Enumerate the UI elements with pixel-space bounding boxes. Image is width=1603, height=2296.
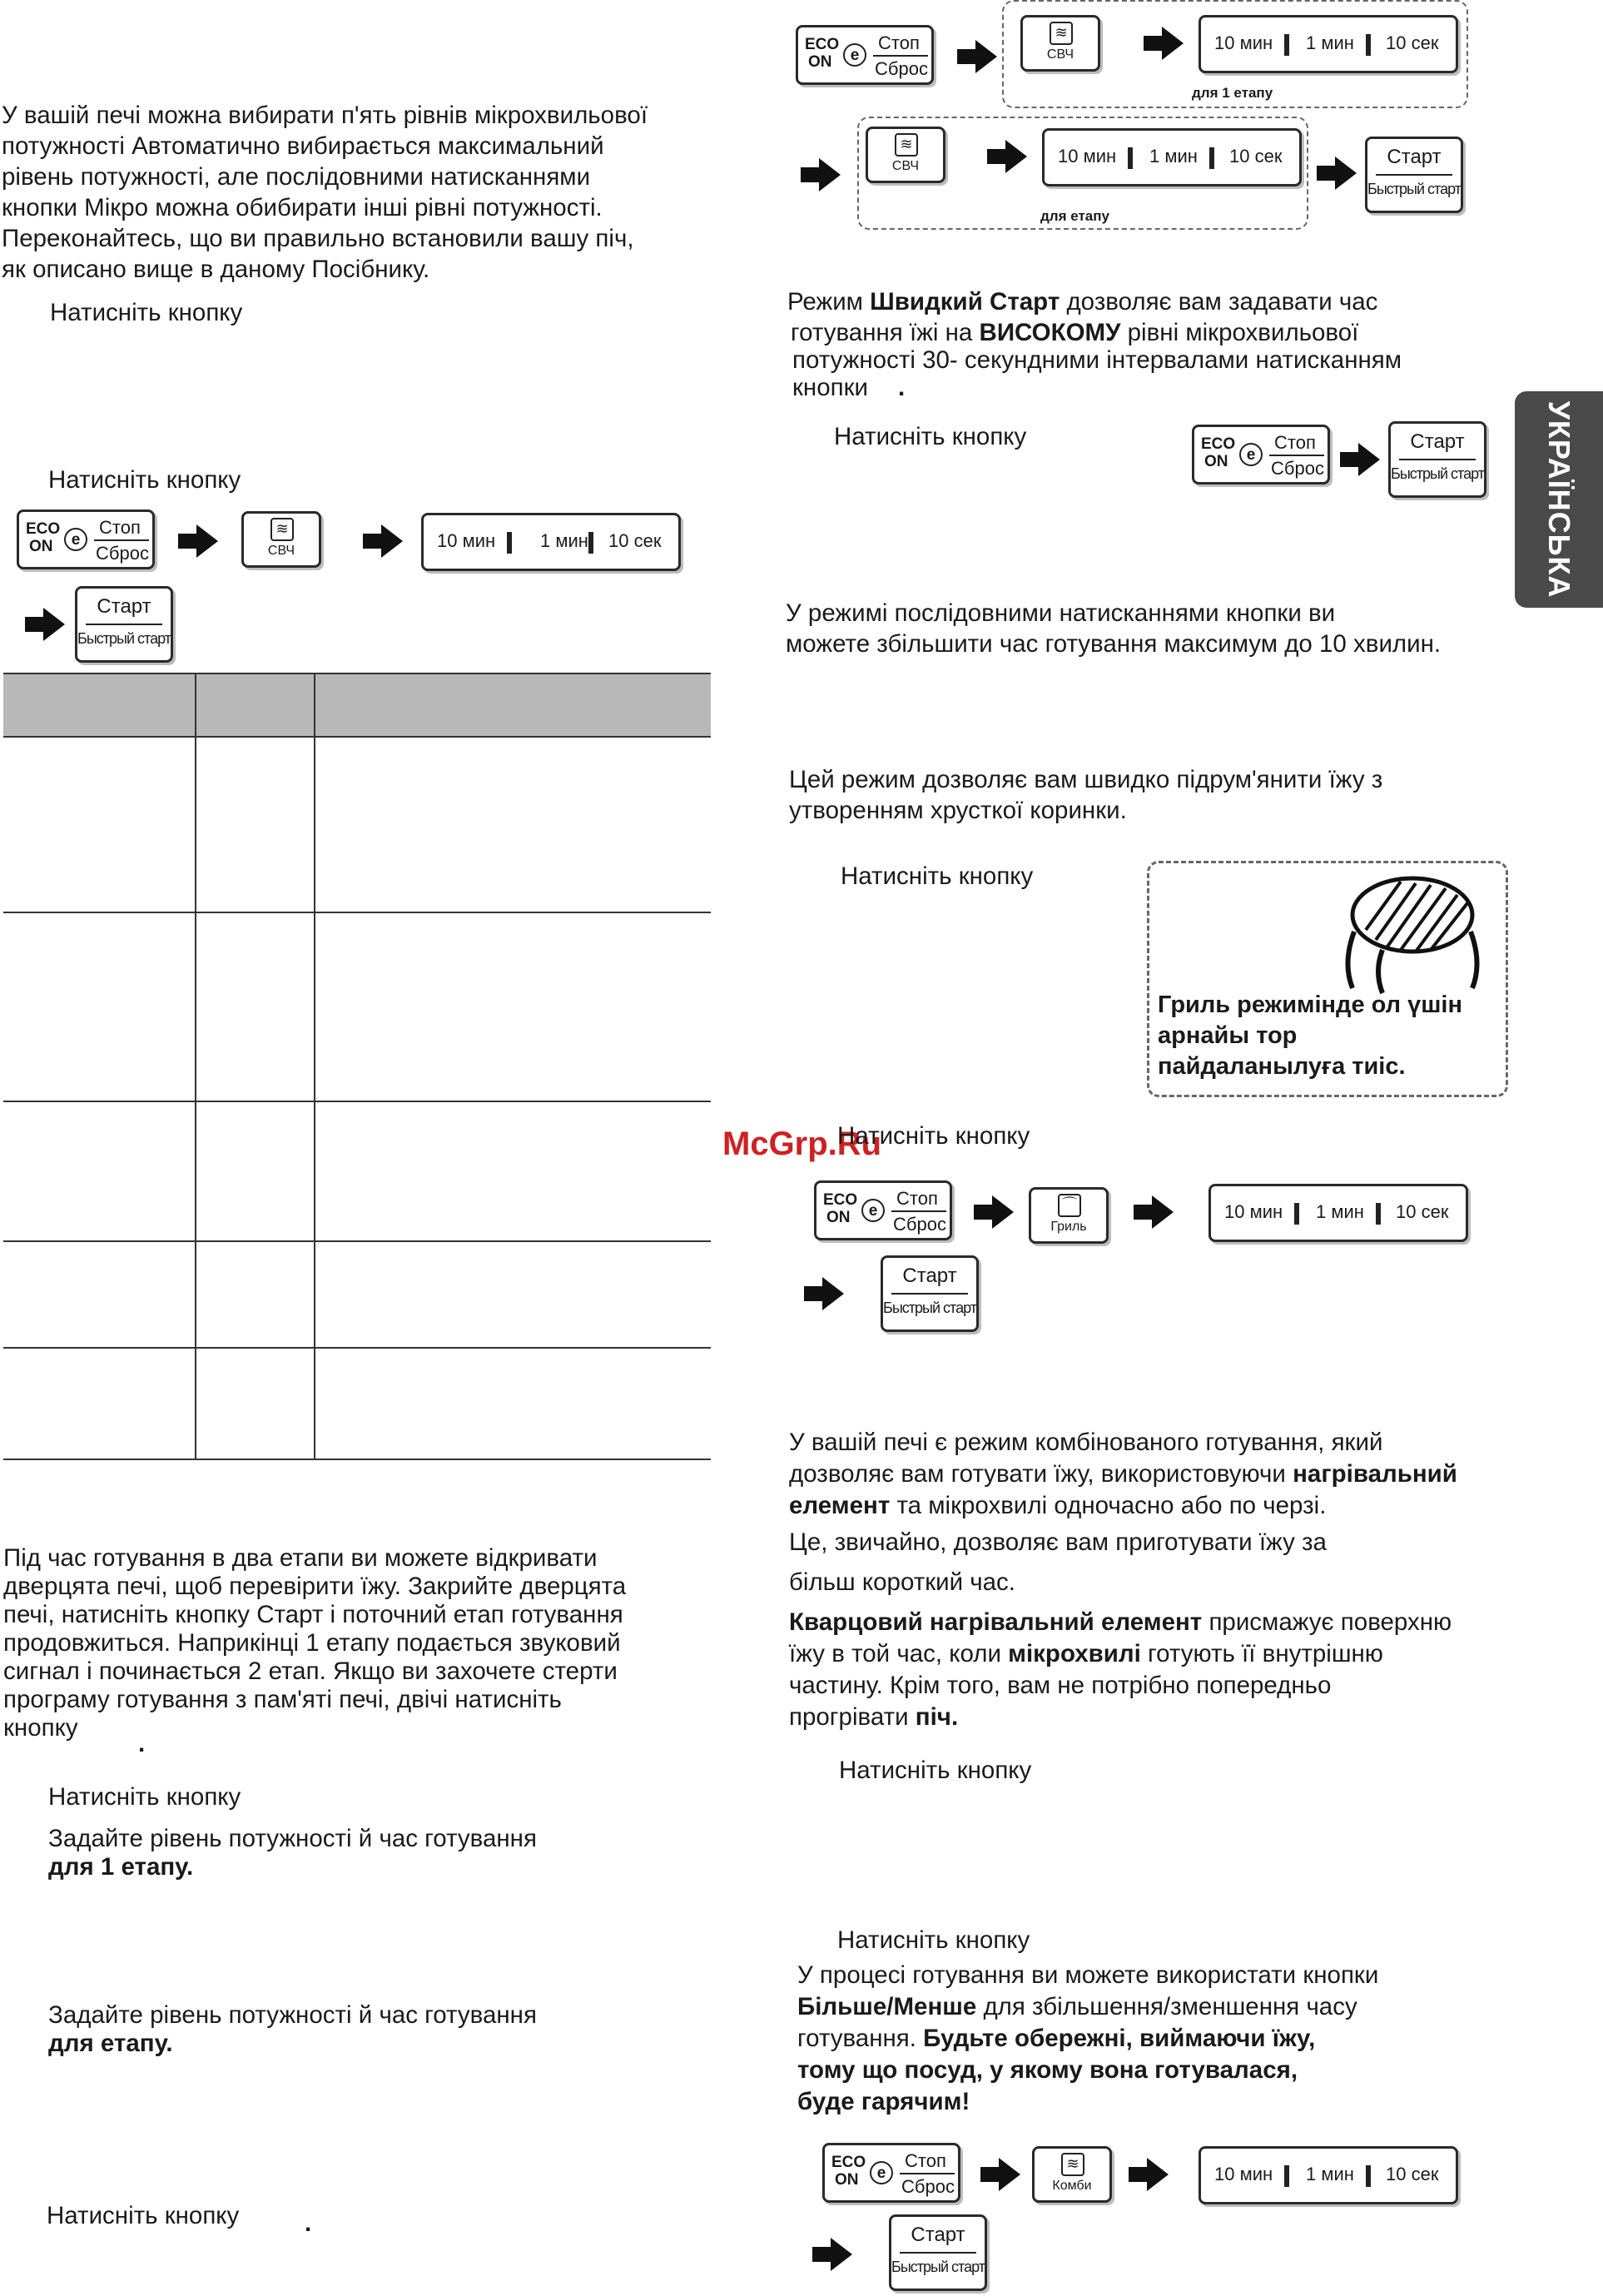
grill-rack-note: Гриль режимінде ол үшін арнайы тор пайдаланылуға тиіс. bbox=[1147, 861, 1508, 1097]
microwave-button[interactable]: ≋ СВЧ bbox=[241, 511, 321, 568]
start-button[interactable]: Старт Быстрый старт bbox=[1365, 137, 1463, 213]
stage2-label: для етапу bbox=[1040, 208, 1109, 224]
quick-start-text: Режим Швидкий Старт дозволяє вам задавати час готування їжі на ВИСОКОМУ рівні мікрохвильової потужності 30- секундними інтервалами натисканням кнопки . bbox=[787, 288, 1402, 401]
combi-button[interactable]: ≋ Комби bbox=[1032, 2146, 1112, 2203]
microwave-icon: ≋ bbox=[895, 133, 918, 157]
eco-icon: e bbox=[64, 528, 87, 551]
instruction-press: Натисніть кнопку bbox=[50, 299, 243, 326]
eco-stop-button[interactable]: ECO ON e Стоп Сброс bbox=[1192, 425, 1330, 485]
grill-button[interactable]: ⌒ Гриль bbox=[1029, 1187, 1109, 1244]
eco-stop-button[interactable]: ECO ON e Стоп Сброс bbox=[814, 1180, 952, 1240]
table-header bbox=[3, 673, 711, 736]
instruction-press: Натисніть кнопку bbox=[47, 2202, 240, 2229]
quartz-text: Кварцовий нагрівальний елемент присмажує поверхню їжу в той час, коли мікрохвилі готують її внутрішню частину. Крім того, вам не потрібно попередньо прогрівати піч. bbox=[789, 1608, 1452, 1731]
instruction-press: Натисніть кнопку bbox=[839, 1757, 1032, 1784]
eco-stop-button[interactable]: ECO ON e Стоп Сброс bbox=[17, 509, 155, 569]
microwave-icon: ≋ bbox=[1050, 22, 1073, 45]
eco-stop-button[interactable]: ECO ON e Стоп Сброс bbox=[796, 25, 934, 85]
microwave-button[interactable]: ≋ СВЧ bbox=[866, 127, 945, 183]
eco-stop-button[interactable]: ECO ON e Стоп Сброс bbox=[822, 2143, 960, 2203]
grill-rack-icon bbox=[1333, 872, 1494, 996]
grill-icon: ⌒ bbox=[1058, 1194, 1081, 1217]
instruction-press: Натисніть кнопку bbox=[837, 1926, 1030, 1954]
microwave-icon: ≋ bbox=[270, 518, 294, 541]
eco-icon: e bbox=[1239, 443, 1263, 466]
grill-text: Цей режим дозволяє вам швидко підрум'янити їжу з утворенням хрусткої коринки. bbox=[789, 766, 1383, 824]
instruction-press: Натисніть кнопку bbox=[837, 1122, 1030, 1150]
instruction-press: Натисніть кнопку bbox=[48, 1783, 241, 1811]
start-button[interactable]: Старт Быстрый старт bbox=[889, 2214, 987, 2291]
stage1-instruction: Задайте рівень потужності й час готування для 1 етапу. bbox=[48, 1825, 537, 1881]
instruction-press: Натисніть кнопку bbox=[834, 423, 1027, 450]
time-buttons[interactable]: 10 мин 1 мин 10 сек bbox=[1042, 128, 1302, 186]
start-button[interactable]: Старт Быстрый старт bbox=[1388, 421, 1486, 498]
two-stage-paragraph: Під час готування в два етапи ви можете відкривати дверцята печі, щоб перевірити їжу. Закрийте дверцята печі, натисніть кнопку Старт і поточний етап готування продовжиться. Наприкінці 1 етапу подається звуковий сигнал і починається 2 етап. Якщо ви захочете стерти програму готування з пам'яті печі, двічі натисніть кнопку bbox=[3, 1544, 627, 1742]
more-less-text: У процесі готування ви можете використати кнопки Більше/Менше для збільшення/зменшення часу готування. Будьте обережні, виймаючи їжу, тому що посуд, у якому вона готувалася, буде гарячим! bbox=[797, 1961, 1379, 2115]
instruction-press: Натисніть кнопку bbox=[841, 862, 1034, 890]
stage1-label: для 1 етапу bbox=[1192, 85, 1273, 101]
time-buttons[interactable]: 10 мин 1 мин 10 сек bbox=[1199, 2146, 1458, 2204]
time-buttons[interactable]: 10 мин 1 мин 10 сек bbox=[1208, 1184, 1468, 1242]
intro-paragraph: У вашій печі можна вибирати п'ять рівнів мікрохвильової потужності Автоматично вибирається максимальний рівень потужності, але послідовними натисканнями кнопки Мікро можна обибирати інші рівні потужності. Переконайтесь, що ви правильно встановили вашу піч, як описано вище в даному Посібнику. bbox=[2, 102, 648, 283]
combi-icon: ≋ bbox=[1061, 2153, 1084, 2176]
time-buttons[interactable]: 10 мин 1 мин 10 сек bbox=[1199, 15, 1458, 73]
eco-icon: e bbox=[861, 1199, 885, 1222]
microwave-button[interactable]: ≋ СВЧ bbox=[1020, 15, 1100, 72]
combi-text: У вашій печі є режим комбінованого готування, який дозволяє вам готувати їжу, використовуючи нагрівальний елемент та мікрохвилі одночасно або по черзі. Це, звичайно, дозволяє вам приготувати їжу за більш короткий час. bbox=[789, 1429, 1457, 1596]
watermark: McGrp.Ru bbox=[722, 1126, 882, 1162]
language-tab[interactable]: УКРАЇНСЬКА bbox=[1515, 391, 1603, 608]
stage2-instruction: Задайте рівень потужності й час готування для етапу. bbox=[48, 2001, 537, 2057]
eco-icon: e bbox=[843, 43, 866, 67]
eco-icon: e bbox=[870, 2161, 893, 2184]
start-button[interactable]: Старт Быстрый старт bbox=[881, 1255, 979, 1332]
instruction-press: Натисніть кнопку bbox=[48, 466, 241, 494]
start-button[interactable]: Старт Быстрый старт bbox=[75, 586, 173, 663]
quick-start-mode-text: У режимі послідовними натисканнями кнопки ви можете збільшити час готування максимум до 10 хвилин. bbox=[786, 599, 1442, 658]
time-buttons[interactable]: 10 мин 1 мин 10 сек bbox=[421, 513, 681, 571]
